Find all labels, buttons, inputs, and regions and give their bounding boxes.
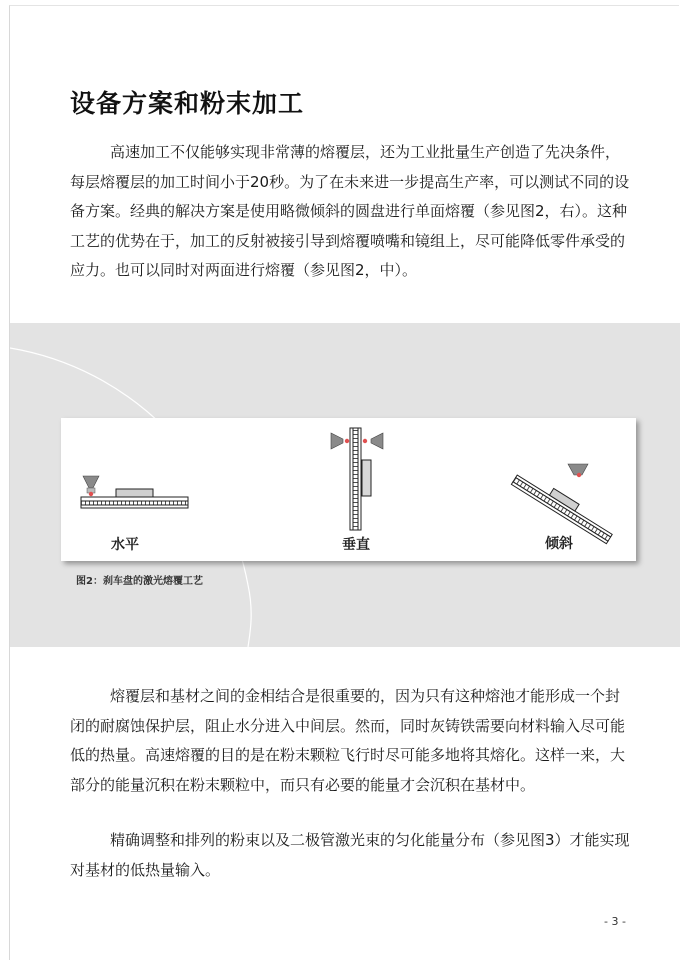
paragraph-3-text: 精确调整和排列的粉束以及二极管激光束的匀化能量分布（参见图3）才能实现对基材的低热量输入。 [70,831,630,879]
label-horizontal: 水平 [111,537,139,553]
paragraph-2-text: 熔覆层和基材之间的金相结合是很重要的，因为只有这种熔池才能形成一个封闭的耐腐蚀保护层，阻止水分进入中间层。然而，同时灰铸铁需要向材料输入尽可能低的热量。高速熔覆的目的是在粉末颗粒飞行时尽可能多地将其熔化。这样一来，大部分的能量沉积在粉末颗粒中，而只有必要的能量才会沉积在基材中。 [70,687,626,794]
tilted-setup [511,468,616,543]
laser-spot [89,492,93,496]
nozzle-left-icon [331,433,343,449]
figure-diagram [61,418,636,561]
horizontal-setup [81,476,188,508]
nozzle-icon [83,476,99,488]
paragraph-1 [70,138,630,286]
vertical-setup [331,428,383,530]
figure-2 [61,418,636,561]
section-heading: 设备方案和粉末加工 [70,89,305,118]
label-vertical: 垂直 [342,537,370,553]
page-number: - 3 - [604,915,626,928]
paragraph-1-text: 高速加工不仅能够实现非常薄的熔覆层，还为工业批量生产创造了先决条件，每层熔覆层的加工时间小于20秒。为了在未来进一步提高生产率，可以测试不同的设备方案。经典的解决方案是使用略微倾斜的圆盘进行单面熔覆（参见图2，右）。这种工艺的优势在于，加工的反射被接引导到熔覆喷嘴和镜组上，尽可能降低零件承受的应力。也可以同时对两面进行熔覆（参见图2，中）。 [70,143,630,279]
nozzle-right-icon [371,433,383,449]
paragraph-2 [70,682,630,800]
label-tilted: 倾斜 [545,536,573,552]
figure-caption: 图2：刹车盘的激光熔覆工艺 [76,576,203,587]
paragraph-3 [70,826,630,885]
